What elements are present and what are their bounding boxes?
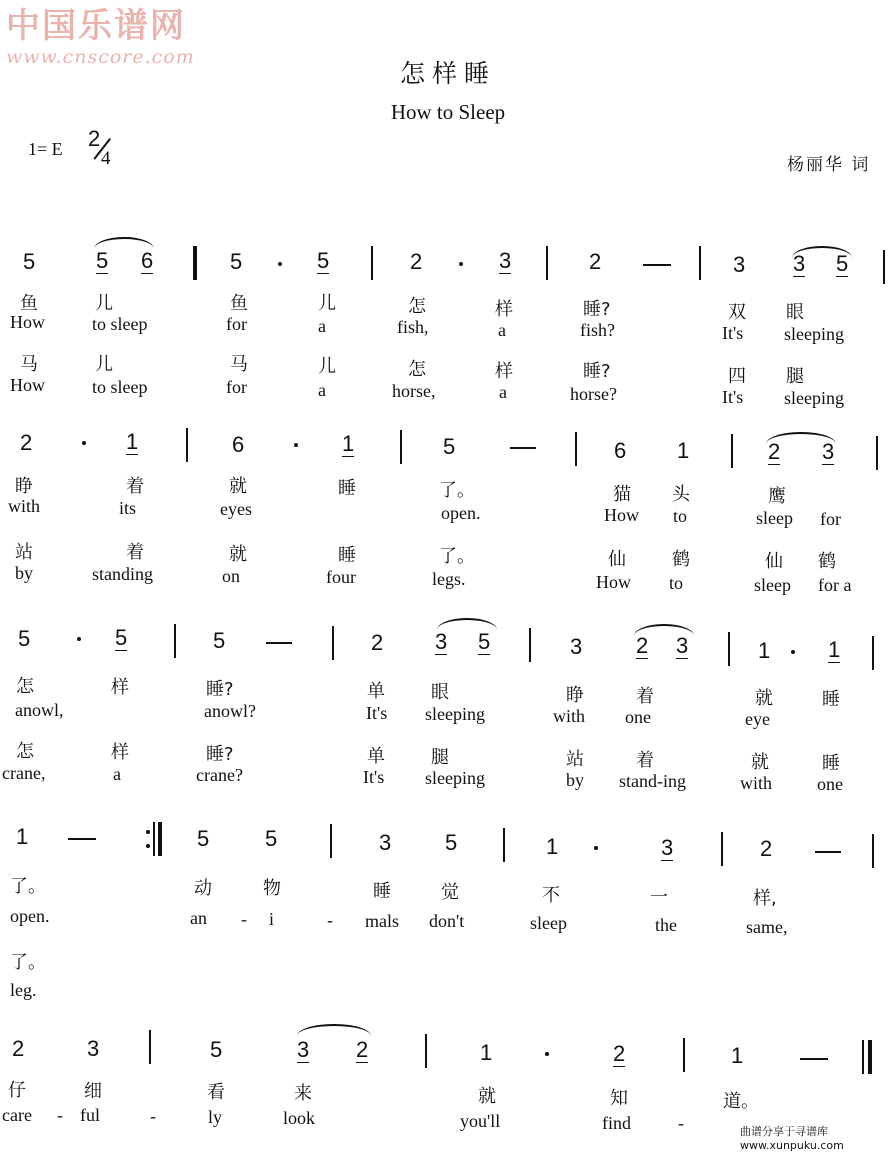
lyric-zh: 样 (111, 742, 129, 763)
lyric-en: to (673, 506, 688, 526)
lyric-en: mals (365, 911, 399, 931)
time-numerator: 2 (88, 126, 101, 151)
lyric-en: an (190, 908, 207, 928)
note: 3 (822, 439, 835, 464)
lyric-zh: 鱼 (20, 293, 38, 314)
lyric-zh: 睡? (206, 679, 234, 700)
lyric-en: sleeping (784, 324, 844, 344)
lyric-en: a (499, 382, 507, 402)
lyric-zh: 头 (672, 484, 690, 505)
lyric-en: its (119, 498, 137, 518)
note: 1 (480, 1040, 493, 1065)
augmentation-dot (294, 443, 298, 447)
lyric-zh: 睡 (822, 689, 840, 710)
hold-dash (510, 447, 536, 449)
lyric-zh: 睡 (338, 545, 356, 566)
lyric-en: the (655, 915, 677, 935)
lyric-zh: 眼 (431, 682, 449, 703)
lyric-en: i (269, 909, 275, 929)
lyric-zh: 着 (636, 686, 654, 707)
note: 1 (677, 438, 690, 463)
lyric-en: by (566, 770, 584, 790)
lyric-en: with (740, 773, 773, 793)
note: 5 (197, 826, 210, 851)
lyric-en: to sleep (92, 377, 148, 397)
lyric-en: on (222, 566, 240, 586)
lyric-zh: 鹤 (818, 551, 836, 572)
hold-dash (68, 838, 96, 840)
lyric-zh: 儿 (318, 356, 336, 377)
note: 1 (731, 1043, 744, 1068)
hold-dash (800, 1058, 828, 1060)
lyric-en: crane? (196, 765, 243, 785)
watermark-url: www.cnscore.com (6, 46, 195, 68)
note: 1 (758, 638, 771, 663)
lyric-en: How (10, 375, 45, 395)
lyric-zh: 就 (478, 1086, 496, 1107)
barline (575, 432, 577, 466)
note: 1 (342, 431, 355, 456)
lyric-en: anowl? (204, 701, 256, 721)
lyric-zh: 单 (367, 746, 385, 767)
lyric-zh: 样, (753, 888, 777, 909)
lyric-en: for (820, 509, 841, 529)
lyric-en: fish, (397, 317, 429, 337)
lyric-zh: 样 (495, 361, 513, 382)
note: 3 (379, 830, 392, 855)
note: 2 (589, 249, 602, 274)
lyric-en: find (602, 1113, 631, 1133)
barline (400, 430, 402, 464)
lyric-zh: 睡? (206, 744, 234, 765)
lyric-zh: 腿 (431, 747, 449, 768)
hold-dash (266, 642, 292, 644)
lyric-zh: 仙 (608, 549, 626, 570)
lyric-zh: 样 (495, 299, 513, 320)
note: 1 (546, 834, 559, 859)
augmentation-dot (594, 846, 598, 850)
lyric-zh: 觉 (441, 882, 459, 903)
lyric-en: eye (745, 709, 770, 729)
lyric-en: care (2, 1105, 32, 1125)
lyric-en: one (817, 774, 843, 794)
lyric-en: horse, (392, 381, 436, 401)
lyric-zh: 着 (126, 476, 144, 497)
lyric-zh: 腿 (786, 366, 804, 387)
lyric-zh: 鹰 (768, 486, 786, 507)
lyric-zh: 儿 (95, 293, 113, 314)
lyric-zh: 知 (610, 1088, 628, 1109)
note: 6 (614, 438, 627, 463)
note: 5 (23, 249, 36, 274)
lyric-en: standing (92, 564, 153, 584)
note: 5 (317, 248, 330, 273)
lyric-zh: 睡? (583, 361, 611, 382)
lyric-en: It's (366, 703, 388, 723)
barline (529, 628, 531, 662)
note: 2 (20, 430, 33, 455)
lyric-en: same, (746, 917, 788, 937)
repeat-dot (146, 844, 150, 848)
lyric-zh: 怎 (16, 676, 34, 697)
note: 1 (126, 429, 139, 454)
note: 5 (443, 434, 456, 459)
barline (174, 624, 176, 658)
barline (193, 246, 197, 280)
lyric-en: with (553, 706, 586, 726)
hold-dash (643, 264, 671, 266)
lyric-zh: 就 (755, 688, 773, 709)
lyric-zh: 仔 (8, 1080, 26, 1101)
note: 5 (96, 248, 109, 273)
lyric-zh: 站 (15, 542, 33, 563)
note: 3 (733, 252, 746, 277)
note: 1 (16, 824, 29, 849)
lyric-zh: 猫 (613, 484, 631, 505)
lyric-en: for a (818, 575, 852, 595)
lyric-en: - (327, 910, 333, 930)
final-barline (868, 1040, 872, 1074)
augmentation-dot (459, 262, 463, 266)
hold-dash (815, 851, 841, 853)
slur (297, 1024, 371, 1036)
lyric-en: It's (363, 767, 385, 787)
lyric-en: open. (10, 906, 50, 926)
barline (876, 436, 878, 470)
lyric-zh: 怎 (408, 359, 426, 380)
lyric-en: a (318, 316, 326, 336)
watermark-name: 中国乐谱网 (6, 6, 186, 46)
key-signature: 1= E (28, 139, 63, 159)
note: 5 (445, 830, 458, 855)
lyric-zh: 动 (194, 878, 212, 899)
lyric-en: It's (722, 323, 744, 343)
lyric-en: sleep (530, 913, 567, 933)
note: 6 (141, 248, 154, 273)
lyric-zh: 睁 (15, 476, 33, 497)
lyric-en: a (498, 320, 506, 340)
note: 6 (232, 432, 245, 457)
note: 3 (499, 248, 512, 273)
lyric-zh: 样 (111, 677, 129, 698)
barline (883, 250, 885, 284)
lyric-en: - (57, 1105, 63, 1125)
lyric-zh: 怎 (16, 741, 34, 762)
lyric-en: one (625, 707, 651, 727)
barline (721, 832, 723, 866)
song-title: 怎样睡 (399, 59, 496, 88)
note: 2 (768, 439, 781, 464)
augmentation-dot (77, 637, 81, 641)
lyric-zh: 睡 (373, 881, 391, 902)
barline (149, 1030, 151, 1064)
footer-note: 曲谱分享于寻谱库 www.xunpuku.com (738, 1122, 896, 1153)
lyric-en: a (113, 764, 121, 784)
note: 2 (636, 633, 649, 658)
lyric-en: How (604, 505, 639, 525)
augmentation-dot (545, 1052, 549, 1056)
barline (425, 1034, 427, 1068)
lyric-zh: 着 (636, 750, 654, 771)
barline (371, 246, 373, 280)
lyric-zh: 鹤 (672, 549, 690, 570)
lyric-en: eyes (220, 499, 252, 519)
lyric-en: leg. (10, 980, 37, 1000)
note: 3 (297, 1037, 310, 1062)
repeat-barline (153, 822, 155, 856)
note: 3 (435, 629, 448, 654)
barline (699, 246, 701, 280)
note: 3 (570, 634, 583, 659)
lyric-en: by (15, 563, 33, 583)
note: 2 (760, 836, 773, 861)
note: 2 (613, 1041, 626, 1066)
note: 5 (18, 626, 31, 651)
note: 3 (676, 633, 689, 658)
final-barline (862, 1040, 864, 1074)
lyric-zh: 细 (84, 1081, 102, 1102)
lyric-zh: 一 (650, 887, 668, 908)
lyric-en: - (241, 909, 247, 929)
note: 2 (356, 1037, 369, 1062)
time-denominator: 4 (101, 148, 111, 169)
lyric-en: to (669, 573, 684, 593)
barline (872, 834, 874, 868)
lyric-zh: 马 (230, 354, 248, 375)
lyric-en: sleep (756, 508, 793, 528)
lyric-en: How (10, 312, 45, 332)
note: 5 (210, 1037, 223, 1062)
lyric-zh: 了。 (10, 952, 46, 973)
lyric-zh: 看 (207, 1082, 225, 1103)
note: 3 (87, 1036, 100, 1061)
note: 5 (230, 249, 243, 274)
note: 1 (828, 637, 841, 662)
augmentation-dot (82, 441, 86, 445)
lyric-zh: 儿 (95, 354, 113, 375)
lyric-en: legs. (432, 569, 466, 589)
barline (186, 428, 188, 462)
lyric-en: look (283, 1108, 316, 1128)
barline (330, 824, 332, 858)
lyric-zh: 睡 (338, 478, 356, 499)
lyric-zh: 了。 (10, 876, 46, 897)
repeat-barline (158, 822, 162, 856)
lyric-en: It's (722, 387, 744, 407)
lyric-zh: 睁 (566, 685, 584, 706)
lyric-en: - (150, 1106, 156, 1126)
lyric-en: sleeping (425, 704, 485, 724)
barline (332, 626, 334, 660)
lyric-en: for (226, 377, 247, 397)
note: 2 (12, 1036, 25, 1061)
lyric-zh: 马 (20, 354, 38, 375)
lyric-zh: 鱼 (230, 293, 248, 314)
note: 2 (410, 249, 423, 274)
lyric-zh: 儿 (318, 293, 336, 314)
lyric-en: four (326, 567, 356, 587)
lyric-en: open. (441, 503, 481, 523)
lyric-en: don't (429, 911, 465, 931)
lyric-zh: 就 (229, 544, 247, 565)
repeat-dot (146, 830, 150, 834)
lyric-en: - (678, 1113, 684, 1133)
note: 3 (793, 251, 806, 276)
lyric-zh: 来 (294, 1083, 312, 1104)
lyric-zh: 单 (367, 681, 385, 702)
lyric-zh: 道。 (723, 1091, 759, 1112)
note: 2 (371, 630, 384, 655)
note: 5 (836, 251, 849, 276)
lyric-zh: 怎 (408, 296, 426, 317)
lyric-en: crane, (2, 763, 46, 783)
lyric-zh: 眼 (786, 302, 804, 323)
lyric-zh: 睡? (583, 299, 611, 320)
lyricist-credit: 杨丽华 词 (787, 155, 871, 175)
barline (872, 636, 874, 670)
lyric-en: for (226, 314, 247, 334)
lyric-en: stand-ing (619, 771, 686, 791)
lyric-en: sleeping (784, 388, 844, 408)
lyric-zh: 就 (229, 476, 247, 497)
lyric-en: sleep (754, 575, 791, 595)
lyric-en: anowl, (15, 700, 64, 720)
note: 5 (213, 628, 226, 653)
lyric-zh: 物 (263, 878, 281, 899)
lyric-zh: 站 (566, 749, 584, 770)
augmentation-dot (278, 262, 282, 266)
lyric-zh: 睡 (822, 753, 840, 774)
lyric-zh: 了。 (439, 546, 475, 567)
barline (503, 828, 505, 862)
note: 5 (115, 625, 128, 650)
lyric-zh: 着 (126, 542, 144, 563)
lyric-en: horse? (570, 384, 617, 404)
lyric-zh: 双 (728, 302, 746, 323)
lyric-en: you'll (460, 1111, 501, 1131)
lyric-en: fish? (580, 320, 615, 340)
song-subtitle: How to Sleep (390, 100, 506, 124)
lyric-en: sleeping (425, 768, 485, 788)
lyric-zh: 了。 (439, 480, 475, 501)
lyric-zh: 仙 (765, 551, 783, 572)
lyric-en: with (8, 496, 41, 516)
note: 5 (265, 826, 278, 851)
lyric-zh: 就 (751, 752, 769, 773)
barline (683, 1038, 685, 1072)
lyric-en: to sleep (92, 314, 148, 334)
lyric-en: How (596, 572, 631, 592)
barline (728, 632, 730, 666)
barline (731, 434, 733, 468)
lyric-en: ful (80, 1105, 100, 1125)
barline (546, 246, 548, 280)
lyric-zh: 四 (728, 366, 746, 387)
note: 3 (661, 835, 674, 860)
lyric-zh: 不 (542, 885, 560, 906)
lyric-en: a (318, 380, 326, 400)
lyric-en: ly (208, 1107, 223, 1127)
time-signature (86, 126, 116, 172)
augmentation-dot (791, 650, 795, 654)
note: 5 (478, 629, 491, 654)
